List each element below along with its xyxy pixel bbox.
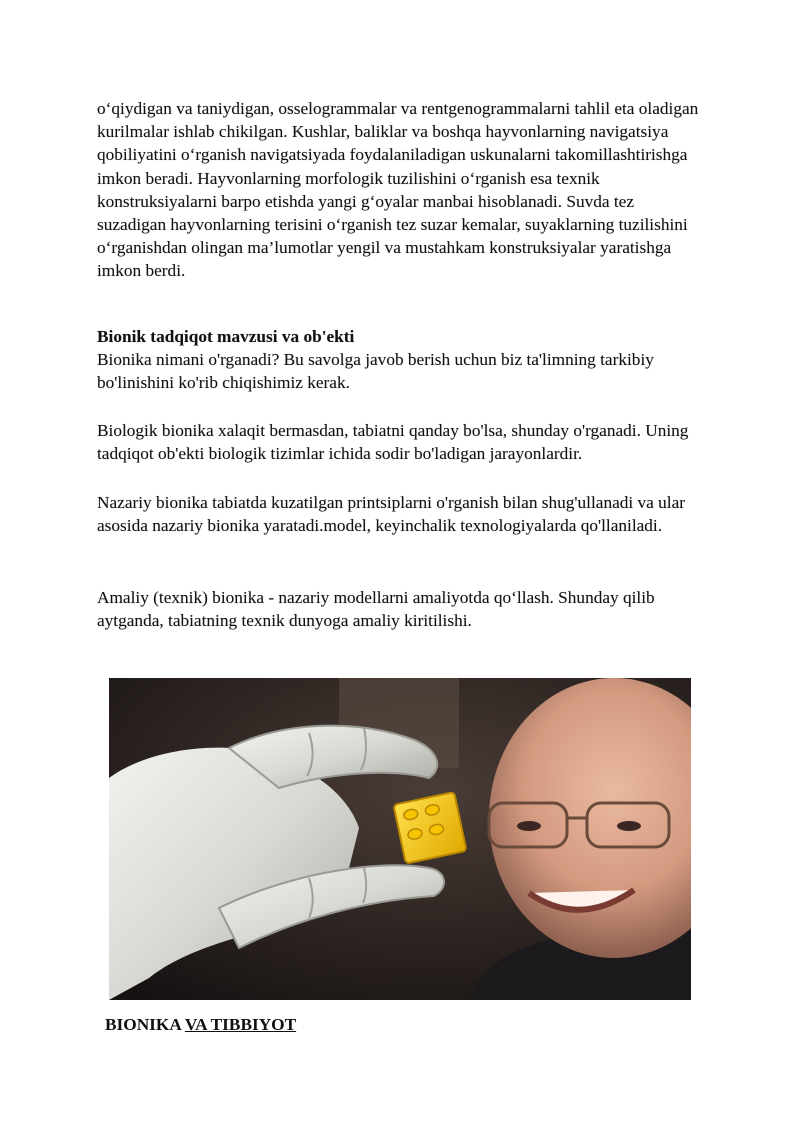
bionic-hand-photo: [109, 678, 691, 1000]
applied-bionics-paragraph: [97, 586, 707, 632]
image-caption: [105, 1013, 296, 1036]
applied-bionics-text: Amaliy (texnik) bionika - nazariy modellarni amaliyotda qo‘llash. Shunday qilib aytganda, tabiatning texnik dunyoga amaliy kiritilishi.: [97, 588, 655, 631]
biological-bionics-paragraph: [97, 419, 707, 465]
section-heading: Bionik tadqiqot mavzusi va ob'ekti: [97, 327, 355, 346]
theoretical-bionics-text: Nazariy bionika tabiatda kuzatilgan printsiplarni o'rganish bilan shug'ullanadi va ular asosida nazariy bionika yaratadi.model, keyinchalik texnologiyalarda qo'llaniladi.: [97, 493, 686, 536]
question-paragraph-text: Bionika nimani o'rganadi? Bu savolga javob berish uchun biz ta'limning tarkibiy bo'linishini ko'rib chiqishimiz kerak.: [97, 350, 654, 393]
caption-link[interactable]: VA TIBBIYOT: [184, 1015, 297, 1034]
bionic-hand-photo-illustration: [109, 678, 691, 1000]
theoretical-bionics-paragraph: [97, 491, 707, 537]
question-paragraph: [97, 348, 707, 394]
intro-paragraph: [97, 97, 707, 283]
caption-plain-text: BIONIKA: [105, 1015, 185, 1034]
intro-paragraph-text: o‘qiydigan va taniydigan, osselogrammalar va rentgenogrammalarni tahlil eta oladigan kurilmalar ishlab chikilgan. Kushlar, baliklar va boshqa hayvonlarning navigatsiya qobiliyatini o‘rganish navigatsiyada foydalaniladigan uskunalarni takomillashtirishga imkon beradi. Hayvonlarning morfologik tuzilishini o‘rganish esa texnik konstruksiyalarni barpo etishda yangi g‘oyalar manbai hisoblanadi. Suvda tez suzadigan hayvonlarning terisini o‘rganish tez suzar kemalar, suyaklarning tuzilishini o‘rganishdan olingan ma’lumotlar yengil va mustahkam konstruksiyalar yaratishga imkon berdi.: [97, 99, 699, 281]
biological-bionics-text: Biologik bionika xalaqit bermasdan, tabiatni qanday bo'lsa, shunday o'rganadi. Uning tadqiqot ob'ekti biologik tizimlar ichida sodir bo'ladigan jarayonlardir.: [97, 421, 689, 464]
